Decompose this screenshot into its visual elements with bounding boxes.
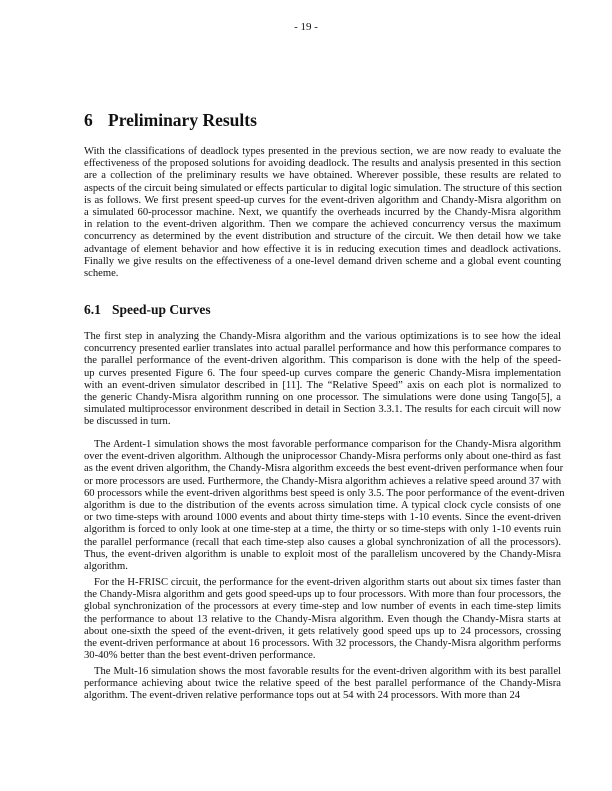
text-line: performance achieving about twice the relative speed of the best parallel performance of the Chandy-Misra	[84, 678, 561, 690]
text-line: is as follows. We first present speed-up curves for the event-driven algorithm and Chandy-Misra algorithm on	[84, 194, 561, 206]
text-line: a simulated 60-processor machine. Next, we quantify the overheads incurred by the Chandy-Misra algorithm	[84, 206, 561, 218]
text-line: algorithm is due to the distribution of the events across simulation time. A typical clock cycle consists of one	[84, 499, 561, 511]
text-line: the Chandy-Misra algorithm and gets good speed-ups up to four processors. With more than four processors, the	[84, 589, 561, 601]
text-line: algorithm is forced to only look at one time-step at a time, the thirty or so time-steps with only 1-10 events ruin	[84, 524, 561, 536]
text-line: about one-sixth the speed of the event-driven, it gets relatively good speed ups up to 24 processors, crossing	[84, 625, 561, 637]
text-line: the performance to about 13 relative to the Chandy-Misra algorithm. Even though the Chandy-Misra starts at	[84, 613, 561, 625]
text-line: 30-40% better than the best event-driven performance.	[84, 650, 316, 662]
text-line: the event-driven performance at about 16 processors. With 32 processors, the Chandy-Misra algorithm performs	[84, 637, 561, 649]
text-line: concurrency as determined by the event distribution and structure of the circuit. We then detail how we take	[84, 231, 561, 243]
text-line: or two time-steps with around 1000 events and about thirty time-steps with 1-10 events. Since the event-driven	[84, 512, 561, 524]
paragraph-speedup-intro	[84, 331, 561, 429]
text-line: simulated multiprocessor environment described in detail in Section 3.3.1. The results for each circuit will now	[84, 404, 561, 416]
text-line: For the H-FRISC circuit, the performance for the event-driven algorithm starts out about six times faster than	[94, 577, 561, 588]
text-line: with an event-driven simulator described in [11]. The “Relative Speed” axis on each plot is normalized to	[84, 379, 561, 391]
text-line: the generic Chandy-Misra algorithm running on one processor. The simulations were done using Tango[5], a	[84, 391, 561, 403]
subsection-title: Speed-up Curves	[112, 302, 211, 317]
text-line: up curves presented Figure 6. The four speed-up curves compare the generic Chandy-Misra implementation	[84, 367, 561, 379]
page-number: - 19 -	[294, 21, 318, 33]
text-line: algorithm. The event-driven relative performance tops out at 54 with 24 processors. With more than 24	[84, 690, 521, 702]
text-line: The Mult-16 simulation shows the most favorable results for the event-driven algorithm with its best parallel	[94, 666, 561, 677]
subsection-heading	[84, 302, 211, 318]
paragraph-mult16	[84, 666, 561, 703]
text-line: the parallel performance of the event-driven algorithm. This comparison is done with the help of the speed-	[84, 355, 561, 367]
section-number: 6	[84, 110, 93, 130]
text-line: the parallel performance (recall that each time-step also causes a global synchronization of all the processors).	[84, 536, 561, 548]
paragraph-hfrisc	[84, 577, 561, 662]
text-line: With the classifications of deadlock types presented in the previous section, we are now ready to evaluate the	[84, 146, 561, 157]
text-line: effectiveness of the proposed solutions for avoiding deadlock. The results and analysis presented in this section	[84, 158, 561, 170]
paragraph-intro	[84, 146, 561, 280]
section-title: Preliminary Results	[108, 110, 257, 130]
text-line: concurrency presented earlier translates into actual parallel performance and how this performance compares to	[84, 343, 561, 355]
text-line: scheme.	[84, 267, 119, 279]
subsection-number: 6.1	[84, 302, 101, 317]
text-line: global synchronization of the processors at every time-step and low number of events in each time-step limits	[84, 601, 561, 613]
section-heading	[84, 110, 257, 131]
text-line: 60 processors while the event-driven algorithms best speed is only 3.5. The poor performance of the event-driven	[84, 487, 565, 499]
text-line: aspects of the circuit being simulated or effects particular to digital logic simulation. The structure of this section	[84, 182, 562, 194]
paragraph-ardent	[84, 439, 565, 573]
text-line: The Ardent-1 simulation shows the most favorable performance comparison for the Chandy-Misra algorithm	[94, 439, 561, 450]
text-line: are a collection of the preliminary results we have obtained. Wherever possible, these results are related to	[84, 170, 561, 182]
text-line: as the event driven algorithm, the Chandy-Misra algorithm exceeds the best event-driven performance when four	[84, 463, 564, 475]
text-line: advantage of element behavior and how effective it is in reducing execution times and deadlock activations.	[84, 243, 561, 255]
text-line: Finally we give results on the effectiveness of a one-level demand driven scheme and a global event counting	[84, 255, 561, 267]
text-line: The first step in analyzing the Chandy-Misra algorithm and the various optimizations is to see how the ideal	[84, 331, 561, 342]
text-line: Thus, the event-driven algorithm is unable to exploit most of the parallelism uncovered by the Chandy-Misra	[84, 548, 561, 560]
text-line: or more processors are used. Furthermore, the Chandy-Misra algorithm achieves a relative speed around 37 with	[84, 475, 561, 487]
text-line: over the event-driven algorithm. Although the uniprocessor Chandy-Misra performs only about one-third as fast	[84, 451, 561, 463]
text-line: in relation to the event-driven algorithm. Then we compare the achieved concurrency versus the maximum	[84, 219, 561, 231]
text-line: be discussed in turn.	[84, 416, 171, 428]
text-line: algorithm.	[84, 560, 128, 572]
